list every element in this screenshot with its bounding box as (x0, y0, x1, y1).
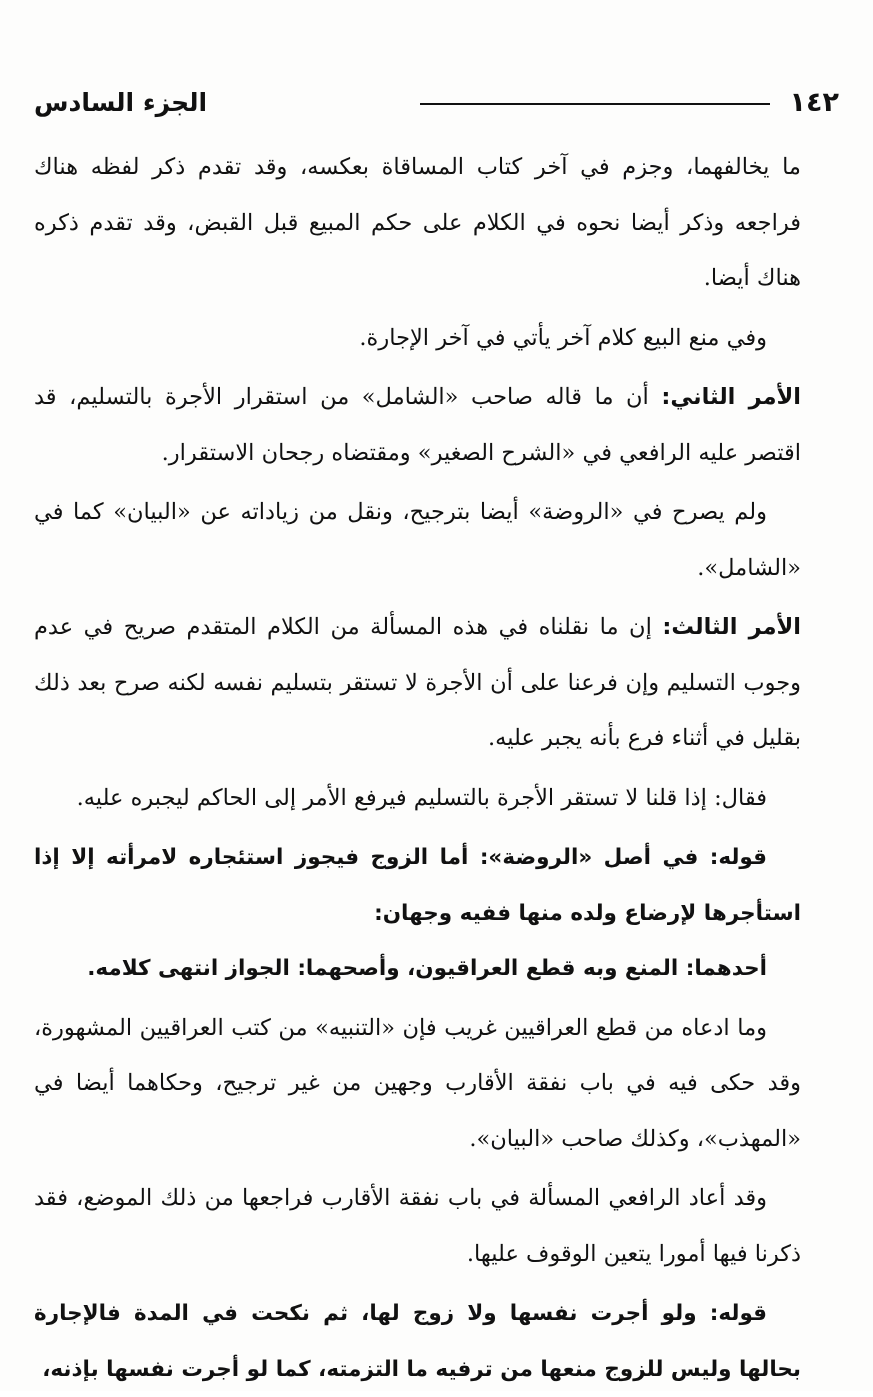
section-term: الأمر الثاني: (661, 384, 801, 410)
page-number: ١٤٢ (789, 86, 839, 118)
quoted-passage: قوله: ولو أجرت نفسها ولا زوج لها، ثم نكحت في المدة فالإجارة بحالها وليس للزوج منعها من ترفيه ما التزمته، كما لو أجرت نفسها بإذنه، (34, 1301, 801, 1382)
paragraph-text: أن ما قاله صاحب «الشامل» من استقرار الأجرة بالتسليم، قد اقتصر عليه الرافعي في «الشرح الصغير» ومقتضاه رجحان الاستقرار. (34, 384, 801, 466)
paragraph: فقال: إذا قلنا لا تستقر الأجرة بالتسليم فيرفع الأمر إلى الحاكم ليجبره عليه. (76, 784, 767, 811)
paragraph: وما ادعاه من قطع العراقيين غريب فإن «التنبيه» من كتب العراقيين المشهورة، وقد حكى فيه في باب نفقة الأقارب وجهين من غير ترجيح، وحكاهما أيضا في «المهذب»، وكذلك صاحب «البيان». (34, 1014, 801, 1152)
paragraph-text: إن ما نقلناه في هذه المسألة من الكلام المتقدم صريح في عدم وجوب التسليم وإن فرعنا على أن الأجرة لا تستقر بتسليم نفسه لكنه صرح بعد ذلك بقليل في أثناء فرع بأنه يجبر عليه. (34, 614, 801, 751)
paragraph: وقد أعاد الرافعي المسألة في باب نفقة الأقارب فراجعها من ذلك الموضع، فقد ذكرنا فيها أمورا يتعين الوقوف عليها. (34, 1185, 801, 1267)
page-header (34, 80, 839, 124)
body-text (34, 140, 801, 1397)
paragraph: ما يخالفهما، وجزم في آخر كتاب المساقاة بعكسه، وقد تقدم ذكر لفظه هناك فراجعه وذكر أيضا نحوه في الكلام على حكم المبيع قبل القبض، وقد تقدم ذكره هناك أيضا. (34, 154, 801, 291)
section-term: الأمر الثالث: (662, 614, 801, 640)
paragraph (34, 370, 801, 481)
paragraph: وفي منع البيع كلام آخر يأتي في آخر الإجارة. (359, 324, 767, 351)
quoted-passage: قوله: في أصل «الروضة»: أما الزوج فيجوز استئجاره لامرأته إلا إذا استأجرها لإرضاع ولده منها ففيه وجهان: (34, 845, 801, 926)
quoted-passage: أحدهما: المنع وبه قطع العراقيون، وأصحهما: الجواز انتهى كلامه. (87, 956, 767, 981)
paragraph (34, 600, 801, 767)
paragraph: ولم يصرح في «الروضة» أيضا بترجيح، ونقل من زياداته عن «البيان» كما في «الشامل». (34, 499, 801, 581)
header-rule (420, 103, 770, 105)
running-title: الجزء السادس (34, 87, 208, 117)
